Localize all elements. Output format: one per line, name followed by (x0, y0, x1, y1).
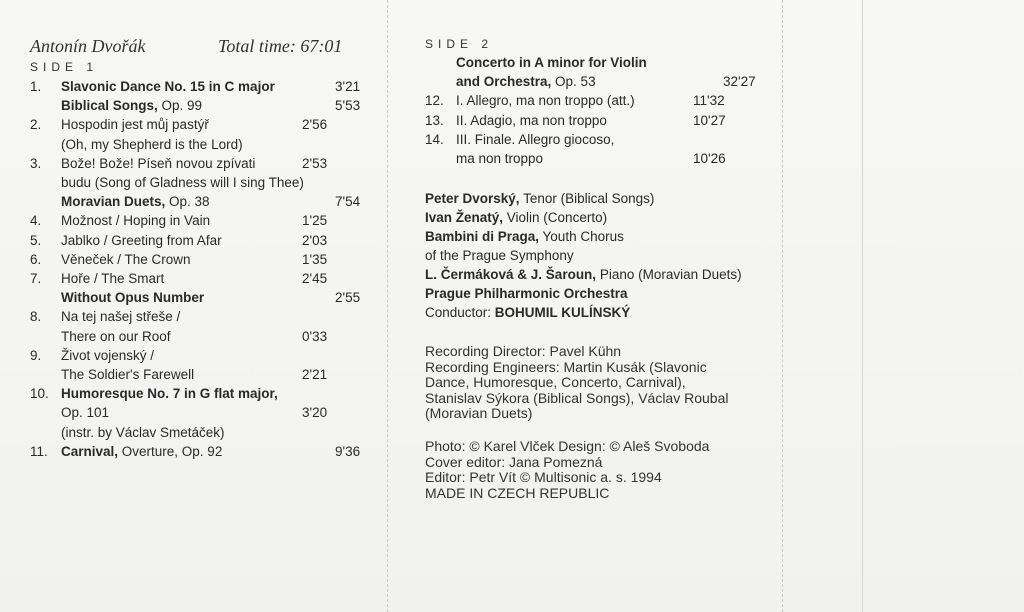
performer-credits (425, 189, 742, 322)
track-title-bold: Slavonic Dance No. 15 in C major (61, 79, 275, 94)
performer-line (425, 208, 742, 227)
track-title-text: Věneček / The Crown (61, 251, 191, 267)
track-row (425, 72, 770, 92)
track-title-text: Jablko / Greeting from Afar (61, 232, 222, 248)
track-number: 6. (30, 251, 42, 267)
track-title-text: The Soldier's Farewell (61, 367, 195, 382)
track-row (30, 346, 375, 366)
track-title (456, 53, 647, 73)
performer-line (425, 227, 742, 246)
track-title-bold: Moravian Duets, (61, 194, 166, 210)
track-title (61, 288, 204, 308)
track-title-bold: Humoresque No. 7 in G flat major, (61, 386, 278, 402)
track-title-text: Hoře / The Smart (61, 271, 165, 286)
track-duration: 2'45 (302, 271, 328, 286)
track-duration: 2'03 (302, 232, 328, 248)
track-title-text: ma non troppo (456, 151, 544, 166)
track-title (61, 442, 222, 462)
track-row (30, 423, 375, 443)
performer-name: L. Čermáková & J. Šaroun, (425, 267, 597, 282)
track-row (30, 288, 375, 308)
track-title-bold: Without Opus Number (61, 290, 205, 306)
performer-name: Prague Philharmonic Orchestra (425, 286, 628, 301)
track-title-text: (instr. by Václav Smetáček) (61, 424, 225, 440)
side1-label: SIDE 1 (30, 60, 99, 74)
track-duration: 2'55 (335, 290, 361, 306)
track-duration: 1'35 (302, 251, 328, 267)
production-line: Dance, Humoresque, Concerto, Carnival), (425, 374, 686, 390)
track-title-text: Op. 53 (551, 74, 596, 90)
performer-role: Violin (Concerto) (503, 210, 608, 225)
performer-role: Tenor (Biblical Songs) (519, 191, 655, 206)
performer-name: Ivan Ženatý, (425, 210, 504, 225)
track-row (425, 53, 770, 73)
track-title (456, 149, 543, 169)
track-row (30, 327, 375, 347)
track-row (30, 211, 375, 231)
track-title (61, 346, 154, 366)
track-title-bold: Biblical Songs, (61, 98, 158, 114)
track-title-text: Možnost / Hoping in Vain (61, 213, 211, 229)
track-duration: 9'36 (335, 443, 361, 459)
track-title (61, 327, 171, 347)
track-row (30, 77, 375, 97)
track-row (30, 115, 375, 135)
production-credits (425, 344, 728, 422)
track-duration: 3'20 (302, 405, 328, 421)
track-title-text: There on our Roof (61, 328, 171, 344)
track-title-text: Hospodin jest můj pastýř (61, 117, 209, 133)
track-row (30, 442, 375, 462)
composer-name: Antonín Dvořák (30, 36, 146, 56)
track-duration: 32'27 (723, 74, 756, 90)
track-number: 5. (30, 232, 42, 248)
performer-line (425, 284, 742, 303)
track-row (30, 173, 375, 193)
track-row (30, 192, 375, 212)
track-title (61, 384, 278, 404)
colophon-line: Photo: © Karel Vlček Design: © Aleš Svoboda (425, 438, 710, 454)
track-title-text: Na tej našej střeše / (61, 309, 181, 325)
track-number: 8. (30, 309, 42, 325)
track-title (61, 115, 209, 135)
track-row (30, 384, 375, 404)
track-title-text: Op. 99 (157, 98, 203, 114)
side2-label: SIDE 2 (425, 37, 494, 51)
track-duration: 1'25 (302, 213, 328, 229)
track-title-bold: Carnival, (61, 443, 119, 459)
track-title-text: Bože! Bože! Píseň novou zpívati (61, 155, 256, 171)
track-title-text: Op. 101 (61, 405, 110, 421)
fold-line-spine (862, 0, 863, 612)
performer-name: Bambini di Praga, (425, 229, 540, 244)
track-title (456, 91, 635, 111)
track-title (61, 135, 243, 155)
fold-line-right (782, 0, 783, 612)
track-row (30, 250, 375, 270)
performer-role: Piano (Moravian Duets) (596, 267, 742, 282)
track-duration: 2'21 (302, 367, 328, 382)
track-title-text: Op. 38 (165, 194, 210, 210)
track-title (61, 231, 222, 251)
colophon (425, 439, 709, 501)
track-duration: 11'32 (693, 93, 725, 109)
track-title (61, 154, 255, 174)
track-title (61, 96, 202, 116)
track-title-bold: and Orchestra, (456, 74, 552, 90)
performer-name: Peter Dvorský, (425, 191, 520, 206)
track-title-text: III. Finale. Allegro giocoso, (456, 131, 615, 147)
track-duration: 10'26 (693, 151, 726, 166)
production-line: (Moravian Duets) (425, 405, 533, 421)
performer-line (425, 303, 742, 322)
track-title-text: budu (Song of Gladness will I sing Thee) (61, 175, 304, 190)
production-line: Recording Engineers: Martin Kusák (Slavonic (425, 358, 707, 375)
track-title-bold: Concerto in A minor for Violin (456, 55, 647, 70)
track-title (61, 403, 109, 423)
track-title-text: I. Allegro, ma non troppo (att.) (456, 93, 635, 109)
track-row (30, 269, 375, 289)
track-title (61, 211, 210, 231)
track-number: 11. (30, 443, 48, 459)
colophon-line: Editor: Petr Vít © Multisonic a. s. 1994 (425, 469, 662, 485)
track-title (61, 250, 191, 270)
track-title-text: Život vojenský / (61, 347, 155, 363)
performer-role: Conductor: (425, 305, 495, 320)
colophon-line: Cover editor: Jana Pomezná (425, 453, 603, 470)
performer-line (425, 265, 742, 284)
performer-role: of the Prague Symphony (425, 248, 574, 263)
track-duration: 0'33 (302, 328, 328, 344)
track-number: 14. (425, 131, 444, 147)
track-title (61, 269, 164, 289)
track-number: 12. (425, 93, 444, 109)
track-title (456, 72, 596, 92)
track-number: 9. (30, 347, 42, 363)
track-row (30, 96, 375, 116)
track-title-text: II. Adagio, ma non troppo (456, 112, 607, 128)
track-row (30, 307, 375, 327)
track-number: 10. (30, 386, 49, 402)
track-row (425, 111, 770, 131)
track-number: 4. (30, 213, 42, 229)
track-number: 2. (30, 117, 42, 133)
track-number: 3. (30, 155, 42, 171)
track-title (61, 192, 210, 212)
track-duration: 5'53 (335, 98, 361, 114)
track-title (61, 173, 304, 193)
track-duration: 2'56 (302, 117, 328, 133)
track-number: 7. (30, 271, 42, 286)
track-row (30, 154, 375, 174)
performer-line (425, 246, 742, 265)
track-row (30, 231, 375, 251)
track-row (30, 135, 375, 155)
track-row (425, 91, 770, 111)
track-title (61, 365, 194, 385)
track-title (61, 423, 225, 443)
total-time: Total time: 67:01 (218, 36, 343, 56)
track-duration: 10'27 (693, 112, 726, 128)
track-row (30, 403, 375, 423)
track-title (61, 307, 180, 327)
track-row (425, 149, 770, 169)
track-title (61, 77, 275, 97)
track-row (425, 130, 770, 150)
colophon-line: MADE IN CZECH REPUBLIC (425, 484, 610, 501)
track-title (456, 130, 614, 150)
track-title-text: Overture, Op. 92 (118, 443, 223, 459)
fold-line-left (387, 0, 388, 612)
performer-role: Youth Chorus (539, 229, 624, 244)
track-duration: 3'21 (335, 79, 361, 94)
track-number: 1. (30, 79, 42, 94)
track-title (456, 111, 607, 131)
production-line: Recording Director: Pavel Kühn (425, 343, 622, 359)
track-title-text: (Oh, my Shepherd is the Lord) (61, 136, 243, 152)
track-duration: 2'53 (302, 155, 328, 171)
track-row (30, 365, 375, 385)
performer-line (425, 189, 742, 208)
track-number: 13. (425, 112, 444, 128)
conductor-name: BOHUMIL KULÍNSKÝ (494, 305, 631, 320)
track-duration: 7'54 (335, 194, 361, 210)
production-line: Stanislav Sýkora (Biblical Songs), Václav Roubal (425, 389, 729, 406)
